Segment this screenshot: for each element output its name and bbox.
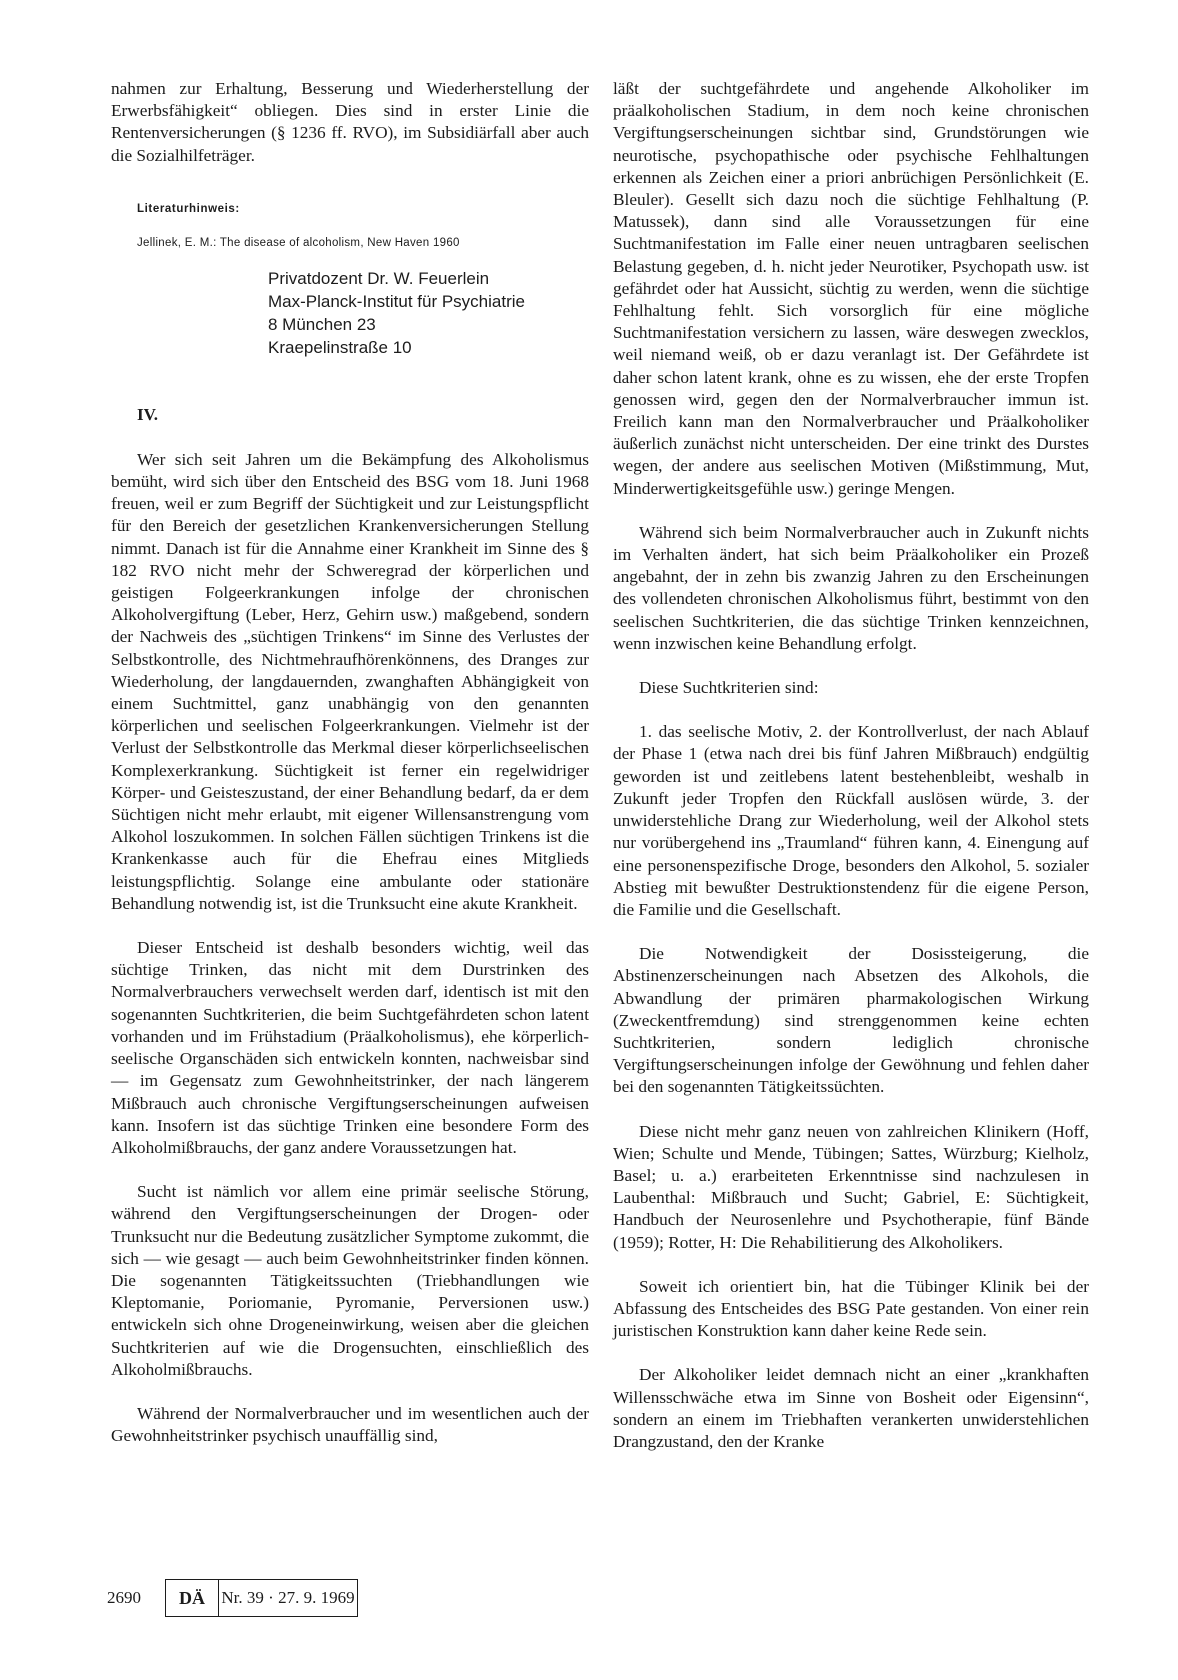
page-footer (107, 1579, 358, 1617)
paragraph: Diese Suchtkriterien sind: (639, 678, 819, 698)
paragraph: Wer sich seit Jahren um die Bekämpfung des Alkoholismus bemüht, wird sich über den Entscheid des BSG vom 18. Juni 1968 freuen, weil er zum Begriff der Süchtigkeit und zur Leistungspflicht für den Bereich der gesetzlichen Krankenversicherungen Stellung nimmt. Danach ist für die Annahme einer Krankheit im Sinne des § 182 RVO nicht mehr der Schweregrad der körperlichen und geistigen Folgeerkrankungen infolge der chronischen Alkoholvergiftung (Leber, Herz, Gehirn usw.) maßgebend, sondern der Nachweis des „süchtigen Trinkens“ im Sinne des Verlustes der Selbstkontrolle, des Nichtmehraufhörenkönnens, des Dranges zur Wiederholung, der langdauernden, zwanghaften Abhängigkeit von einem Suchtmittel, ganz unabhängig von den genannten körperlichen und seelischen Folgeerkrankungen. Vielmehr ist der Verlust der Selbstkontrolle das Merkmal dieser körperlichseelischen Komplexerkrankung. Süchtigkeit ist ferner ein regelwidriger Körper- und Geisteszustand, der einer Behandlung bedarf, da er dem Süchtigen nicht mehr erlaubt, mit eigener Willensanstrengung vom Alkohol loszukommen. In solchen Fällen süchtigen Trinkens ist die Krankenkasse auch für die Ehefrau eines Mitglieds leistungspflichtig. Solange eine ambulante oder stationäre Behandlung notwendig ist, ist die Trunksucht eine akute Krankheit. (111, 449, 589, 913)
paragraph: Sucht ist nämlich vor allem eine primär seelische Störung, während den Vergiftungserscheinungen der Drogen- oder Trunksucht nur die Bedeutung zusätzlicher Symptome zukommt, die sich — wie gesagt — auch beim Gewohnheitstrinker finden können. Die sogenannten Tätigkeitssuchten (Triebhandlungen wie Kleptomanie, Poriomanie, Pyromanie, Perversionen usw.) entwickeln sich ohne Drogeneinwirkung, weisen aber die gleichen Suchtkriterien auf wie die Drogensuchten, einschließlich des Alkoholmißbrauchs. (111, 1182, 589, 1379)
literature-heading: Literaturhinweis: (137, 202, 240, 215)
author-address (268, 267, 589, 359)
issue-info: Nr. 39 · 27. 9. 1969 (221, 1588, 355, 1607)
paragraph: Der Alkoholiker leidet demnach nicht an einer „krankhaften Willensschwäche etwa im Sinne von Bosheit oder Eigensinn“, sondern an einem im Triebhaften verankerten unwiderstehlichen Drangzustand, den der Kranke (613, 1365, 1089, 1451)
paragraph: Soweit ich orientiert bin, hat die Tübinger Klinik bei der Abfassung des Entscheides des BSG Pate gestanden. Von einer rein juristischen Konstruktion kann daher keine Rede sein. (613, 1276, 1089, 1341)
literature-entry: Jellinek, E. M.: The disease of alcoholism, New Haven 1960 (137, 236, 460, 249)
address-line: Max-Planck-Institut für Psychiatrie (268, 291, 525, 311)
paragraph: 1. das seelische Motiv, 2. der Kontrollverlust, der nach Ablauf der Phase 1 (etwa nach drei bis fünf Jahren Mißbrauch) endgültig geworden ist und zeitlebens latent bestehenbleibt, weshalb in Zukunft jeder Tropfen den Rückfall auslösen würde, 3. der unwiderstehliche Drang zur Wiederholung, weil der Alkohol stets nur vorübergehend ins „Traumland“ führen kann, 4. Einengung auf eine personenspezifische Droge, besonders den Alkohol, 5. sozialer Abstieg mit bewußter Destruktionstendenz für die eigene Person, die Familie und die Gesellschaft. (613, 722, 1089, 919)
journal-box (165, 1579, 358, 1617)
paragraph: Während der Normalverbraucher und im wesentlichen auch der Gewohnheitstrinker psychisch unauffällig sind, (111, 1403, 589, 1446)
left-column (111, 78, 589, 1447)
address-line: 8 München 23 (268, 314, 376, 334)
paragraph: nahmen zur Erhaltung, Besserung und Wiederherstellung der Erwerbsfähigkeit“ obliegen. Dies sind in erster Linie die Rentenversicherungen (§ 1236 ff. RVO), im Subsidiärfall aber auch die Sozialhilfeträger. (111, 79, 589, 165)
address-line: Privatdozent Dr. W. Feuerlein (268, 268, 490, 288)
paragraph: Während sich beim Normalverbraucher auch in Zukunft nichts im Verhalten ändert, hat sich beim Präalkoholiker ein Prozeß angebahnt, der in zehn bis zwanzig Jahren zu den Erscheinungen des vollendeten chronischen Alkoholismus führt, bestimmt von den seelischen Suchtkriterien, die das süchtige Trinken kennzeichnen, wenn inzwischen keine Behandlung erfolgt. (613, 522, 1089, 653)
address-line: Kraepelinstraße 10 (268, 337, 412, 357)
page-number: 2690 (107, 1588, 141, 1607)
right-column (613, 78, 1089, 1453)
paragraph: Diese nicht mehr ganz neuen von zahlreichen Klinikern (Hoff, Wien; Schulte und Mende, Tübingen; Sattes, Würzburg; Kielholz, Basel; u. a.) erarbeiteten Erkenntnisse sind nachzulesen in Laubenthal: Mißbrauch und Sucht; Gabriel, E: Süchtigkeit, Handbuch der Neurosenlehre und Psychotherapie, fünf Bände (1959); Rotter, H: Die Rehabilitierung des Alkoholikers. (613, 1121, 1089, 1252)
paragraph: Die Notwendigkeit der Dosissteigerung, die Abstinenzerscheinungen nach Absetzen des Alkohols, die Abwandlung der primären pharmakologischen Wirkung (Zweckentfremdung) sind strenggenommen keine echten Suchtkriterien, sondern lediglich chronische Vergiftungserscheinungen infolge der Gewöhnung und fehlen daher bei den sogenannten Tätigkeitssüchten. (613, 944, 1089, 1097)
section-number: IV. (137, 404, 158, 424)
paragraph: läßt der suchtgefährdete und angehende Alkoholiker im präalkoholischen Stadium, in dem noch keine chronischen Vergiftungserscheinungen sichtbar sind, Grundstörungen wie neurotische, psychopathische oder psychische Fehlhaltungen erkennen als Zeichen einer a priori anbrüchigen Persönlichkeit (E. Bleuler). Gesellt sich dazu noch die süchtige Fehlhaltung (P. Matussek), dann sind alle Voraussetzungen für eine Suchtmanifestation im Falle einer neuen untragbaren seelischen Belastung gegeben, d. h. nicht jeder Neurotiker, Psychopath usw. ist gefährdet oder hat Aussicht, süchtig zu werden, wenn die süchtige Fehlhaltung fehlt. Sich vorsorglich für eine mögliche Suchtmanifestation versichern zu lassen, wäre deswegen zwecklos, weil niemand weiß, ob er dazu veranlagt ist. Der Gefährdete ist daher schon latent krank, ohne es zu wissen, ehe der erste Tropfen genossen wird, gegen den der Normalverbraucher immun ist. Freilich kann man den Normalverbraucher und Präalkoholiker äußerlich zunächst nicht unterscheiden. Der eine trinkt des Durstes wegen, der andere aus seelischen Motiven (Mißstimmung, Mut, Minderwertigkeitsgefühle usw.) geringe Mengen. (613, 79, 1089, 498)
paragraph: Dieser Entscheid ist deshalb besonders wichtig, weil das süchtige Trinken, das nicht mit dem Durstrinken des Normalverbrauchers verwechselt werden darf, identisch ist mit den sogenannten Suchtkriterien, die beim Suchtgefährdeten schon latent vorhanden und im Frühstadium (Präalkoholismus), ehe körperlich-seelische Organschäden sich entwickeln konnten, nachweisbar sind — im Gegensatz zum Gewohnheitstrinker, der nach längerem Mißbrauch auch chronische Vergiftungserscheinungen aufweisen kann. Insofern ist das süchtige Trinken eine besondere Form des Alkoholmißbrauchs, der ganz andere Voraussetzungen hat. (111, 938, 589, 1157)
journal-logo: DÄ (166, 1580, 219, 1616)
